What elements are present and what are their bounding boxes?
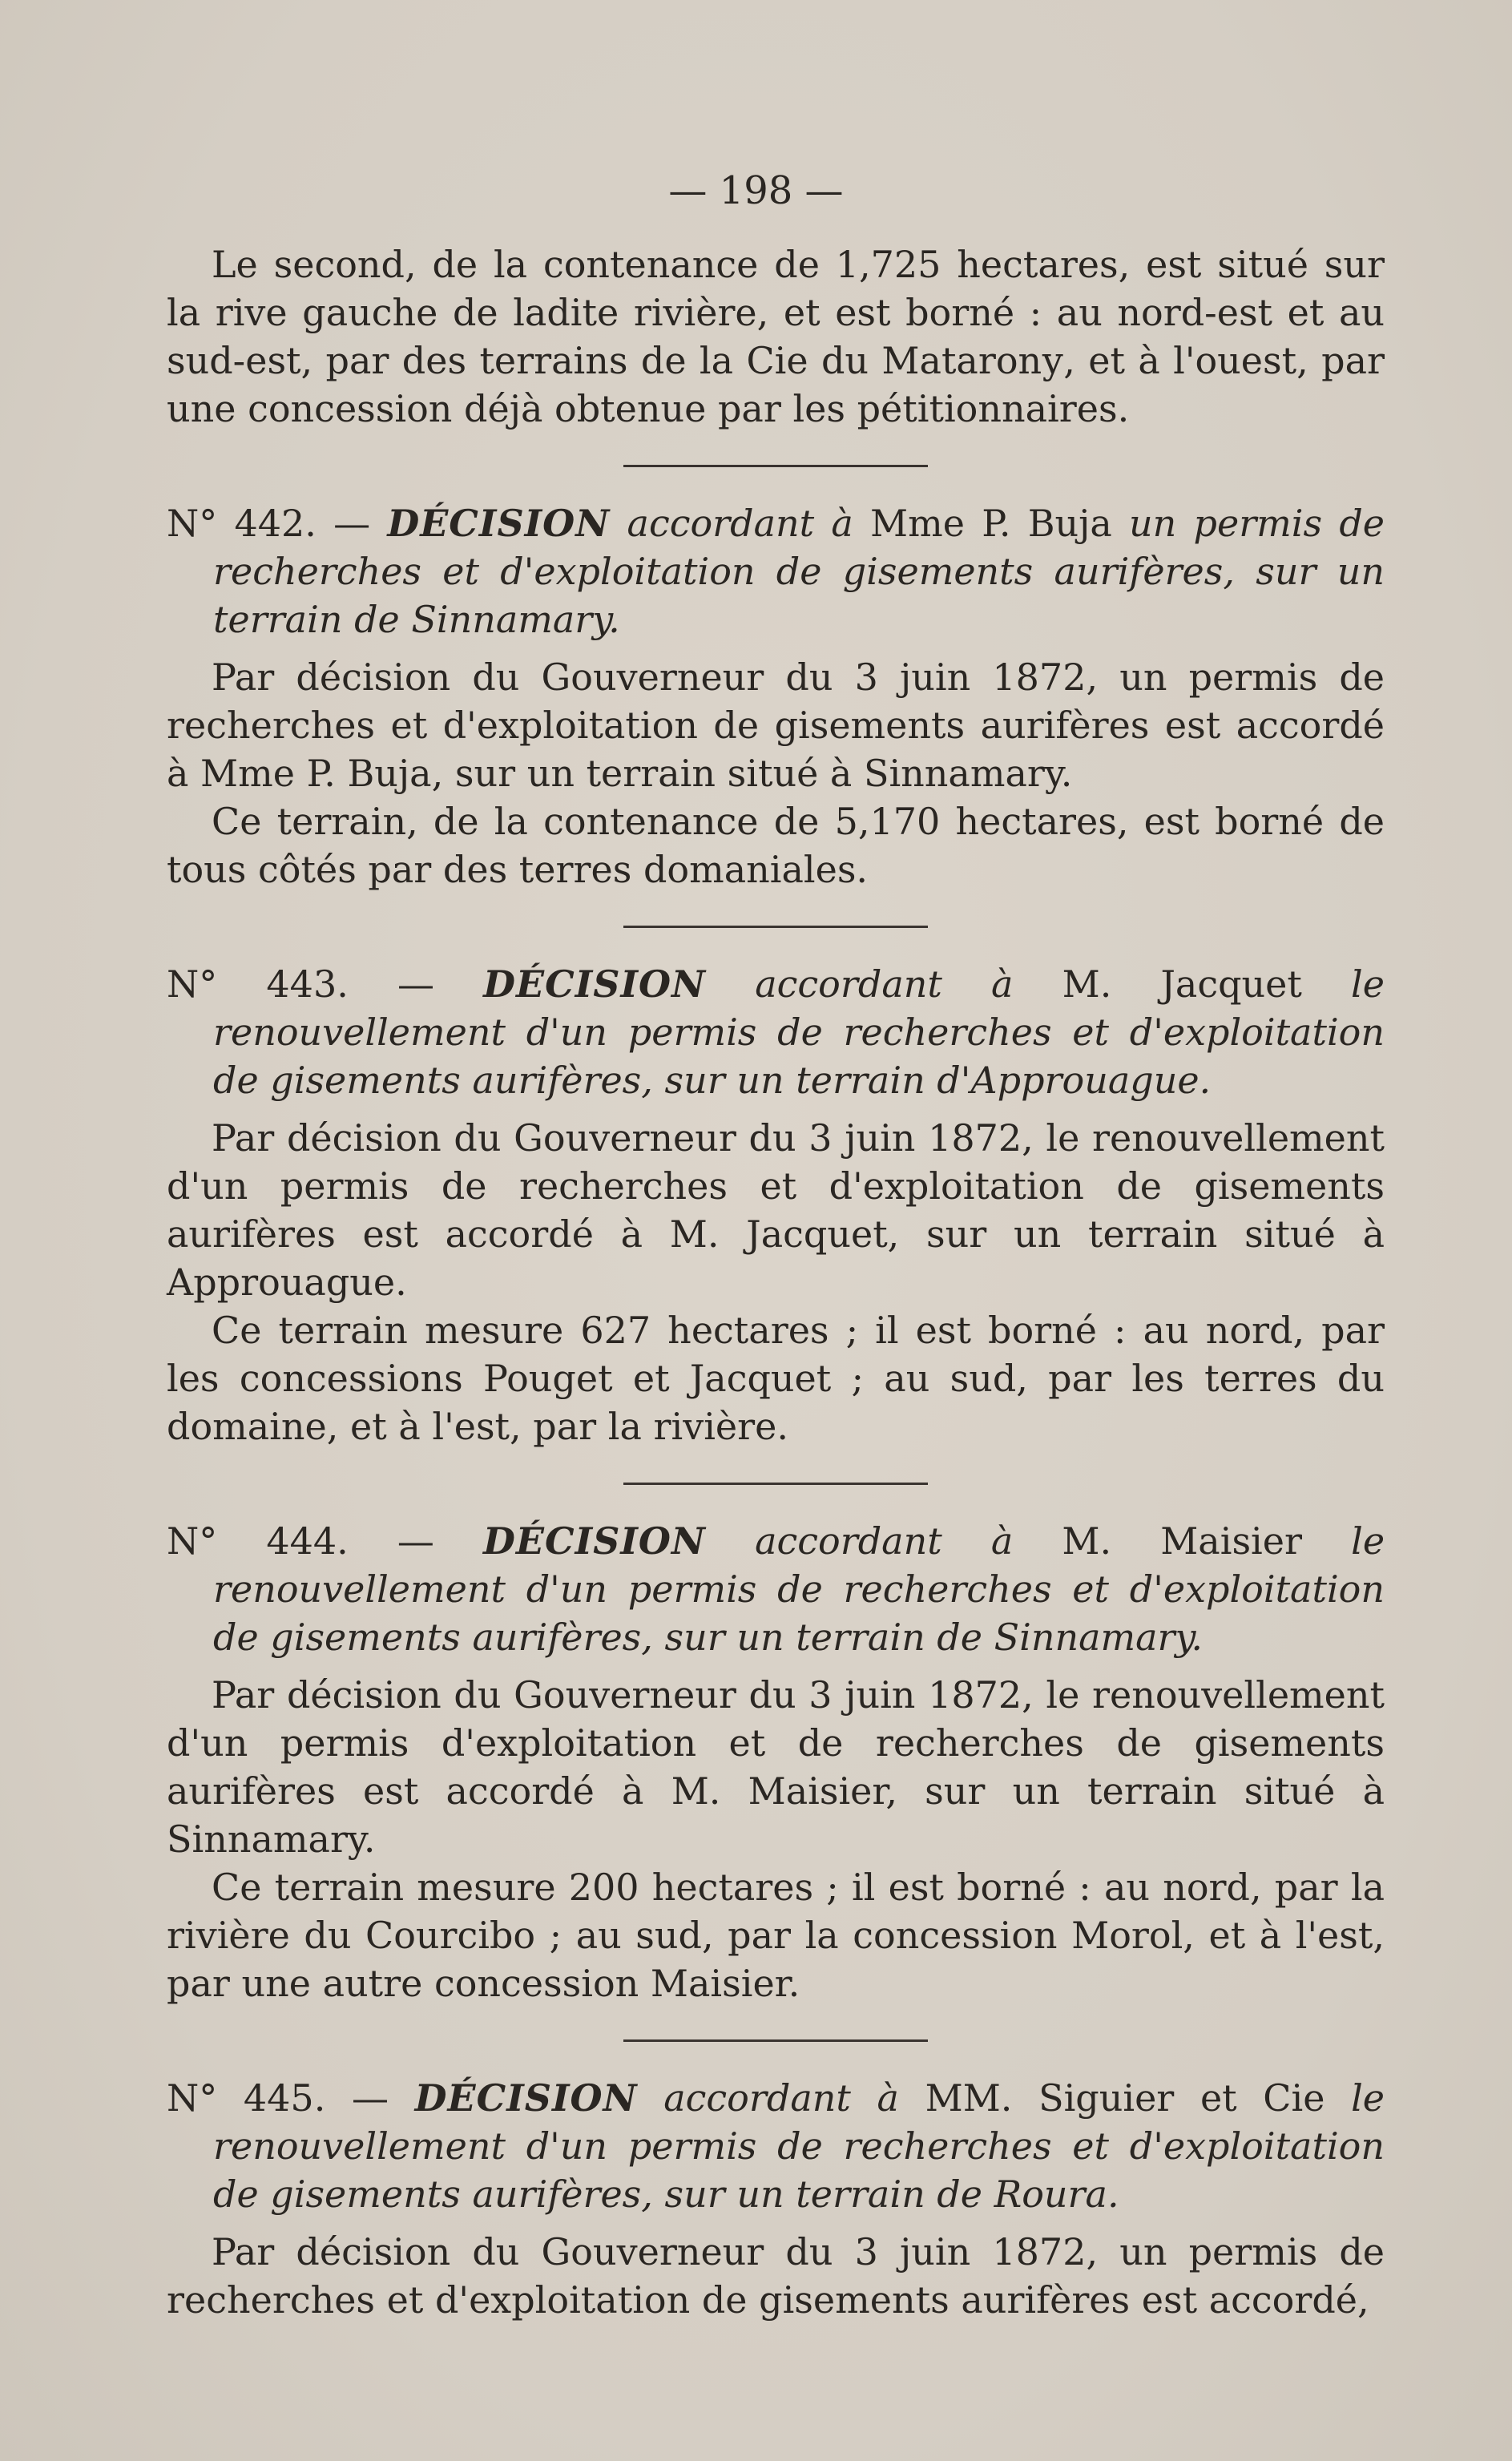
entry-rest: un permis de recherches et d'exploitation de gisements aurifères, sur un terrain de Sinnamary. bbox=[213, 502, 1385, 641]
entry-heading-445 bbox=[167, 2074, 1385, 2218]
entry-paragraph: Ce terrain mesure 200 hectares ; il est borné : au nord, par la rivière du Courcibo ; au sud, par la concession Morol, et à l'est, par une autre concession Maisier. bbox=[167, 1866, 1385, 2005]
decision-label: DÉCISION bbox=[483, 962, 707, 1006]
entry-paragraph: Par décision du Gouverneur du 3 juin 1872, le renouvellement d'un permis d'exploitation et de recherches de gisements aurifères est accordé à M. Maisier, sur un terrain situé à Sinnamary. bbox=[167, 1673, 1385, 1861]
separator-rule bbox=[623, 926, 928, 928]
entry-rest: le renouvellement d'un permis de recherches et d'exploitation de gisements aurifères, sur un terrain d'Approuague. bbox=[213, 962, 1385, 1102]
entry-paragraph: Ce terrain mesure 627 hectares ; il est borné : au nord, par les concessions Pouget et Jacquet ; au sud, par les terres du domaine, et à l'est, par la rivière. bbox=[167, 1309, 1385, 1448]
entry-paragraph: Ce terrain, de la contenance de 5,170 hectares, est borné de tous côtés par des terres domaniales. bbox=[167, 800, 1385, 891]
entry-number: N° 444. — bbox=[167, 1519, 434, 1563]
entry-pre: accordant à bbox=[755, 1519, 1014, 1563]
entry-heading-442 bbox=[167, 499, 1385, 643]
decision-label: DÉCISION bbox=[483, 1519, 706, 1563]
separator-rule bbox=[623, 2039, 928, 2042]
separator-rule bbox=[623, 465, 928, 467]
entry-pre: accordant à bbox=[663, 2076, 899, 2120]
entry-heading-444 bbox=[167, 1517, 1385, 1661]
entry-number: N° 445. — bbox=[167, 2076, 389, 2120]
entry-heading-443 bbox=[167, 960, 1385, 1104]
decision-label: DÉCISION bbox=[387, 502, 611, 545]
intro-paragraph: Le second, de la contenance de 1,725 hectares, est situé sur la rive gauche de ladite rivière, et est borné : au nord-est et au sud-est, par des terrains de la Cie du Mataronу, et à l'ouest, par une concession déjà obtenue par les pétitionnaires. bbox=[167, 243, 1385, 430]
entry-number: N° 442. — bbox=[167, 502, 371, 545]
page-number: — 198 — bbox=[668, 168, 844, 213]
entry-pre: accordant à bbox=[755, 962, 1014, 1006]
entry-paragraph: Par décision du Gouverneur du 3 juin 1872, le renouvellement d'un permis de recherches et d'exploitation de gisements aurifères est accordé à M. Jacquet, sur un terrain situé à Approuague. bbox=[167, 1116, 1385, 1304]
text-body bbox=[167, 240, 1385, 2324]
entry-rest: le renouvellement d'un permis de recherches et d'exploitation de gisements aurifères, sur un terrain de Roura. bbox=[213, 2076, 1385, 2216]
decision-label: DÉCISION bbox=[414, 2076, 638, 2120]
entry-name: M. Maisier bbox=[1062, 1519, 1302, 1563]
entry-paragraph: Par décision du Gouverneur du 3 juin 1872, un permis de recherches et d'exploitation de gisements aurifères est accordé à Mme P. Buja, sur un terrain situé à Sinnamary. bbox=[167, 656, 1385, 795]
separator-rule bbox=[623, 1483, 928, 1485]
entry-rest: le renouvellement d'un permis de recherches et d'exploitation de gisements aurifères, sur un terrain de Sinnamary. bbox=[213, 1519, 1385, 1659]
entry-number: N° 443. — bbox=[167, 962, 434, 1006]
entry-name: Mme P. Buja bbox=[870, 502, 1112, 545]
entry-pre: accordant à bbox=[627, 502, 853, 545]
entry-name: MM. Siguier et Cie bbox=[925, 2076, 1325, 2120]
entry-name: M. Jacquet bbox=[1062, 962, 1302, 1006]
entry-paragraph: Par décision du Gouverneur du 3 juin 1872, un permis de recherches et d'exploitation de gisements aurifères est accordé, bbox=[167, 2230, 1385, 2322]
